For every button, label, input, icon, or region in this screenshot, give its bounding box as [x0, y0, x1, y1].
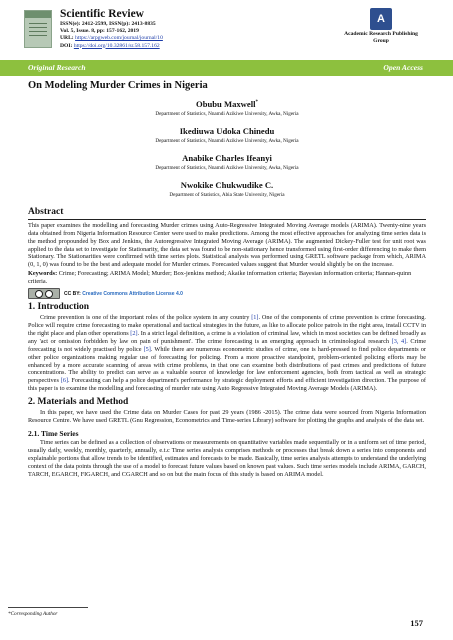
journal-url-link[interactable]: https://arpgweb.com/journal/journal/10: [75, 35, 163, 42]
author-affiliation: Department of Statistics, Nnamdi Azikiwe University, Awka, Nigeria: [155, 164, 299, 171]
citation-link[interactable]: [5]: [143, 345, 151, 353]
author-block: [28, 180, 426, 199]
issn: ISSN(e): 2412-2599, ISSN(p): 2413-8835: [60, 21, 156, 27]
abstract-text: This paper examines the modelling and forecasting Murder crimes using Auto-Regressive Integrated Moving Average models (ARIMA). Twenty-nine years data obtained from Nigeria Information Resource Center were used to make predictions. Among the most effective approaches for analyzing time series data is the method propounded by Box and Jenkins, the Autoregressive Integrated Moving Average (ARIMA). The augmented Dickey-Fuller test for unit root was applied to the data set to investigate for Stationarity, the data set was found to be non-stationary hence transformed using first-order differencing to make them Stationary. The Stationarities were confirmed with time series plots. Statistical analysis was performed using GRETL software package from which, ARIMA (0, 1, 0) was found to be the best and adequate model for Murder crimes. Forecasted values suggest that Murder would slightly be on the increase.: [28, 221, 426, 269]
article-content: [28, 80, 426, 479]
url-label: URL:: [60, 35, 74, 42]
section-introduction-heading: 1. Introduction: [28, 302, 90, 313]
citation-link[interactable]: [2]: [130, 329, 138, 337]
paper-title: On Modeling Murder Crimes in Nigeria: [28, 80, 208, 91]
author-name: Anabike Charles Ifeanyi: [182, 152, 272, 163]
journal-title: Scientific Review: [60, 8, 144, 20]
publisher-block: [333, 8, 429, 45]
citation-link[interactable]: [6]: [60, 377, 69, 385]
abstract-heading: Abstract: [28, 206, 64, 217]
corresponding-author-footnote: *Corresponding Author: [8, 611, 58, 617]
author-block: [28, 98, 426, 118]
footnote-rule: [8, 607, 88, 608]
citation-link[interactable]: [1]: [251, 314, 259, 322]
author-name: Nwokike Chukwudike C.: [180, 179, 274, 190]
author-affiliation: Department of Statistics, Nnamdi Azikiwe University, Awka, Nigeria: [155, 137, 299, 144]
subsection-time-series-heading: 2.1. Time Series: [28, 428, 79, 438]
creative-commons-icon[interactable]: [28, 288, 60, 299]
introduction-paragraph: Crime prevention is one of the important roles of the police system in any country [1]. One of the components of crime prevention is crime forecasting. Police will require crime forecasting to make operational and tactical strategies in the future, as like to allocate police patrols in the right area, install CCTV in the right place and plan other operations [2]. In a strict legal definition, a crime is a violation of criminal law, which in most societies can be defined broadly as any 'act or omission forbidden by law on pain of punishment'. The crime forecasting is an emerging approach in criminological research [3, 4]. Crime forecasting is not widely practised by police [5]. While there are numerous econometric studies of crime, one is hard-pressed to find police departments or other police organizations making regular use of forecasting for policing. From a more proactive standpoint, problem-oriented policing efforts may be enhanced by a more accurate scanning of areas with crime problems, in that one can examine both distributions of past crimes and predictions of future concentrations. The ability to predict can serve as a valuable source of knowledge for law enforcement agencies, both from tactical as well as strategic perspectives [6]. Forecasting can help a police department's performance by strategic deployment efforts and efficient investigation direction. The purpose of this paper is to examine the modelling and forecasting of murder rate using Auto Regressive Integrated Moving Average Models (ARIMA).: [28, 314, 427, 393]
author-block: [28, 153, 426, 172]
author-name: Ikediuwa Udoka Chinedu: [179, 125, 275, 136]
keywords-label: Keywords:: [28, 270, 58, 278]
publisher-name-line1: Academic Research Publishing: [344, 31, 418, 37]
volume-issue: Vol. 5, Issue. 8, pp: 157-162, 2019: [60, 28, 139, 35]
license-line: [28, 289, 426, 298]
journal-cover-thumbnail: [24, 10, 52, 48]
keywords: [28, 270, 426, 286]
citation-link[interactable]: [3, 4]: [391, 337, 407, 345]
author-affiliation: Department of Statistics, Abia State University, Nigeria: [169, 191, 285, 198]
doi-link[interactable]: https://doi.org/10.32861/sr.58.157.162: [73, 42, 160, 49]
journal-info: [60, 8, 163, 50]
page-number: 157: [410, 618, 423, 628]
open-access-label: Open Access: [383, 63, 423, 72]
article-type-bar: [0, 60, 453, 76]
license-link[interactable]: Creative Commons Attribution License 4.0: [82, 290, 183, 297]
corresponding-mark: *: [255, 100, 258, 105]
materials-method-paragraph: In this paper, we have used the Crime data on Murder Cases for past 29 years (1986 -2015). The crime data were sourced from Nigeria Information Resource Centre. We have used GRETL (Gnu Regression, Econometrics and Time-series Library) software for plotting the graphs and analysis of the data set.: [28, 409, 426, 425]
keywords-text: Crime; Forecasting; ARIMA Model; Murder; Box-jenkins method; Akaike information criteria; Bayesian information criteria; Hannan-quinn criteria.: [28, 270, 412, 286]
publisher-logo: A: [370, 8, 392, 30]
author-name: Obubu Maxwell: [196, 98, 256, 109]
section-materials-method-heading: 2. Materials and Method: [28, 397, 129, 408]
author-block: [28, 126, 426, 145]
doi-label: DOI:: [60, 42, 73, 49]
time-series-paragraph: Time series can be defined as a collection of observations or measurements on quantitative variables made sequentially or in a uniform set of time period, usually daily, weekly, monthly, quarterly, annually, e.t.c Time series analysis comprises methods or processes that break down a series into components and explainable portions that allow trends to be identified, estimates and forecasts to be made. Basically, time series analysis attempts to understand the underlying context of the data points through the use of a model to forecast future values based on known past values. Such time series models include ARIMA, GARCH, TARCH, EGARCH, FIGARCH, and CGARCH and so on but the main focus of this study is based on ARIMA model.: [28, 438, 426, 478]
journal-header: [24, 8, 429, 58]
license-cc-label: CC BY:: [64, 290, 81, 297]
article-type-label: Original Research: [28, 63, 86, 72]
author-affiliation: Department of Statistics, Nnamdi Azikiwe University, Awka, Nigeria: [155, 110, 299, 117]
publisher-name-line2: Group: [373, 38, 389, 44]
abstract-rule: [28, 219, 426, 220]
